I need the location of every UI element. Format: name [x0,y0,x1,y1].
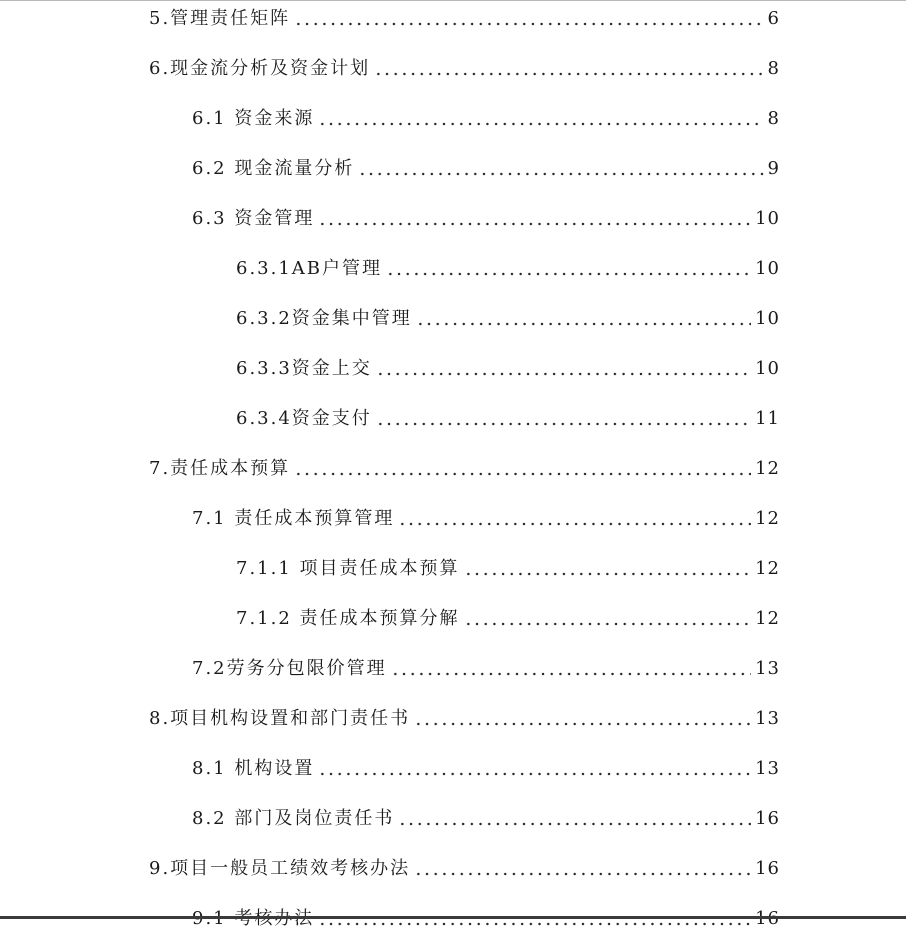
toc-entry-title: 6.现金流分析及资金计划 [149,58,371,79]
toc-entry-8[interactable] [149,700,780,730]
dot-leader [464,622,752,626]
dot-leader [318,772,751,776]
toc-entry-page: 12 [755,558,780,579]
toc-entry-page: 8 [767,58,780,79]
toc-entry-page: 16 [755,808,780,829]
toc-entry-title: 7.1.1 项目责任成本预算 [236,558,460,579]
toc-entry-7[interactable] [149,450,780,480]
toc-entry-9[interactable] [149,850,780,880]
toc-entry-page: 10 [755,358,780,379]
dot-leader [318,122,763,126]
toc-entry-page: 11 [755,408,780,429]
dot-leader [374,72,763,76]
dot-leader [294,22,763,26]
toc-entry-title: 8.2 部门及岗位责任书 [192,808,395,829]
toc-entry-page: 9 [767,158,780,179]
bottom-rule [0,916,906,919]
dot-leader [391,672,751,676]
dot-leader [416,322,751,326]
dot-leader [376,422,751,426]
toc-entry-5[interactable] [149,0,780,30]
toc-entry-page: 6 [767,8,780,29]
toc-entry-title: 6.1 资金来源 [192,108,315,129]
toc-entry-6[interactable] [149,50,780,80]
toc-entry-6-3-1[interactable] [236,250,780,280]
toc-entry-title: 9.项目一般员工绩效考核办法 [149,858,411,879]
toc-entry-7-1-2[interactable] [236,600,780,630]
dot-leader [398,822,751,826]
toc-entry-7-2[interactable] [192,650,780,680]
toc-entry-page [755,908,780,930]
toc-entry-6-3-3[interactable] [236,350,780,380]
dot-leader [386,272,751,276]
toc-entry-title: 7.1.2 责任成本预算分解 [236,608,460,629]
dot-leader [318,222,751,226]
toc-entry-8-2[interactable] [192,800,780,830]
toc-entry-title: 6.3.4资金支付 [236,408,372,429]
dot-leader [414,722,751,726]
toc-entry-page: 8 [767,108,780,129]
toc-entry-6-3[interactable] [192,200,780,230]
toc-entry-page: 13 [755,658,780,679]
toc-entry-page: 13 [755,758,780,779]
toc-entry-title: 7.1 责任成本预算管理 [192,508,395,529]
toc-entry-title: 7.2劳务分包限价管理 [192,658,387,679]
toc-entry-title: 6.3.1AB户管理 [236,258,383,279]
dot-leader [294,472,751,476]
toc-entry-7-1[interactable] [192,500,780,530]
dot-leader [398,522,751,526]
toc-entry-6-1[interactable] [192,100,780,130]
toc-entry-7-1-1[interactable] [236,550,780,580]
toc-entry-8-1[interactable] [192,750,780,780]
toc-entry-title: 8.项目机构设置和部门责任书 [149,708,411,729]
toc-entry-title: 7.责任成本预算 [149,458,291,479]
toc-entry-page: 10 [755,308,780,329]
toc-entry-title: 6.3.2资金集中管理 [236,308,412,329]
toc-entry-6-2[interactable] [192,150,780,180]
toc-entry-title: 6.3.3资金上交 [236,358,372,379]
dot-leader [414,872,751,876]
toc-entry-title: 5.管理责任矩阵 [149,8,291,29]
toc-entry-title: 8.1 机构设置 [192,758,315,779]
dot-leader [358,172,763,176]
dot-leader [464,572,752,576]
toc-entry-title: 6.3 资金管理 [192,208,315,229]
toc-entry-page: 12 [755,458,780,479]
toc-entry-6-3-2[interactable] [236,300,780,330]
toc-entry-6-3-4[interactable] [236,400,780,430]
toc-entry-page: 10 [755,258,780,279]
toc-entry-page: 10 [755,208,780,229]
toc-entry-9-1[interactable] [192,900,780,930]
toc-entry-title: 6.2 现金流量分析 [192,158,355,179]
toc-entry-page: 12 [755,508,780,529]
toc-entry-title [192,908,314,930]
toc-entry-page: 13 [755,708,780,729]
dot-leader [376,372,751,376]
dot-leader [318,922,751,926]
toc-entry-page: 12 [755,608,780,629]
toc-entry-page: 16 [755,858,780,879]
